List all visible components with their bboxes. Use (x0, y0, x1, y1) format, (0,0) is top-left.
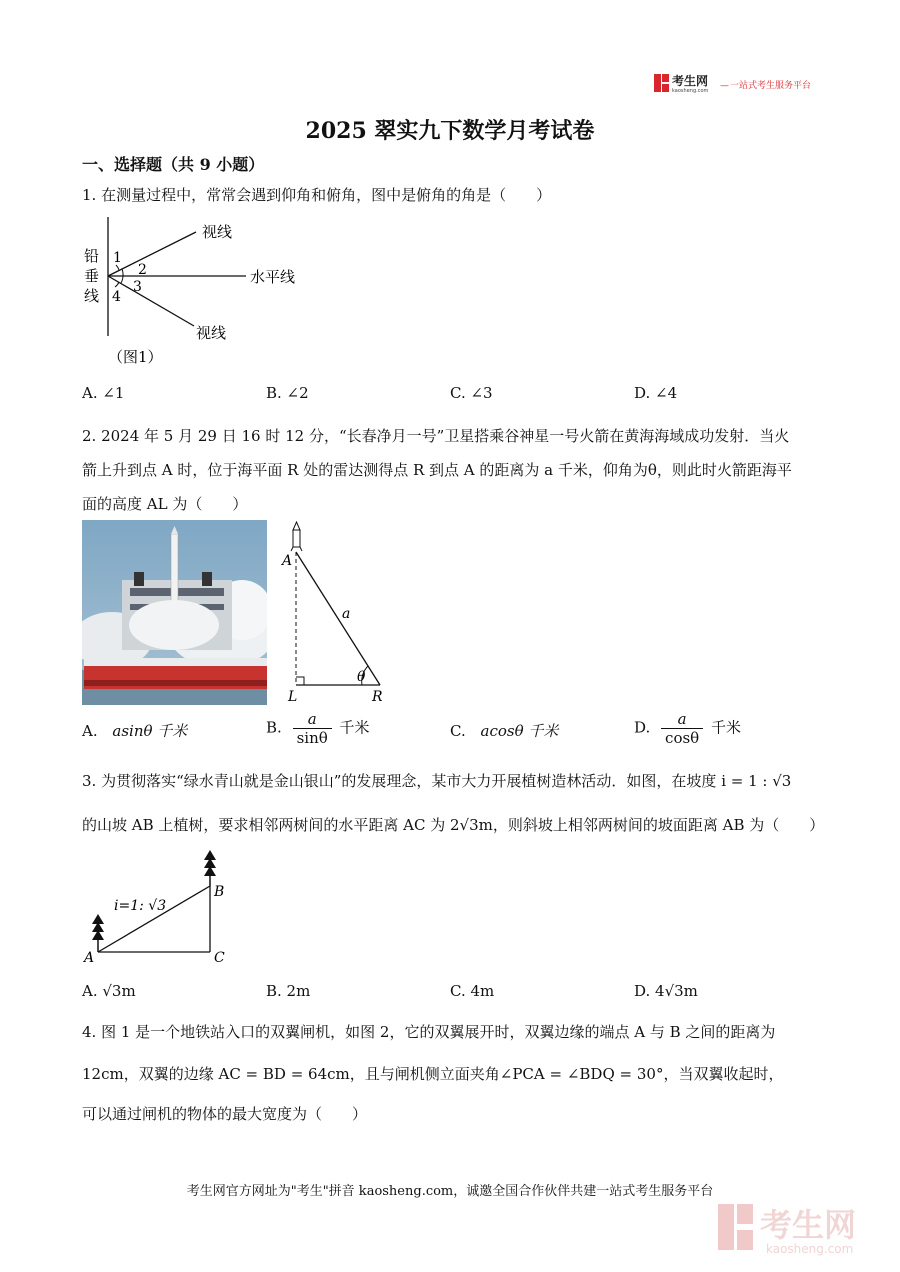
point-r-label: R (372, 689, 383, 705)
angle-label-3: 3 (133, 279, 142, 295)
q1-angle-diagram (78, 212, 318, 372)
watermark-logo (716, 1200, 886, 1258)
page-title: 2025 翠实九下数学月考试卷 (305, 118, 595, 144)
svg-text:—: — (720, 81, 729, 91)
angle-label-2: 2 (138, 262, 147, 278)
q2-line-1: 2. 2024 年 5 月 29 日 16 时 12 分，“长春净月一号”卫星搭乘谷神星一号火箭在黄海海域成功发射．当火 (82, 427, 790, 445)
q4-line-1: 4. 图 1 是一个地铁站入口的双翼闸机，如图 2，它的双翼展开时，双翼边缘的端点 A 与 B 之间的距离为 (82, 1023, 776, 1041)
point-c-label: C (214, 950, 225, 966)
sight-line-bottom-label: 视线 (196, 324, 227, 342)
watermark-brand: 考生网 (760, 1206, 857, 1244)
q3-option-b: B. 2m (266, 982, 311, 1000)
q1-option-b: B. ∠2 (266, 384, 309, 402)
q3-option-d: D. 4√3m (634, 982, 698, 1000)
q3-option-a: A. √3m (82, 982, 136, 1000)
angle-label-1: 1 (113, 250, 122, 266)
logo-domain: kaosheng.com (672, 88, 709, 94)
logo-brand: 考生网 (672, 74, 709, 88)
point-b-label: B (214, 884, 225, 900)
header-logo (652, 72, 822, 94)
figure-caption: （图1） (108, 348, 163, 366)
q2-option-c: C. acosθ 千米 (450, 722, 559, 740)
horizontal-line-label: 水平线 (250, 268, 296, 286)
point-a-label: A (84, 950, 95, 966)
watermark-domain: kaosheng.com (766, 1242, 854, 1256)
q4-line-2: 12cm，双翼的边缘 AC = BD = 64cm，且与闸机侧立面夹角∠PCA = ∠BDQ = 30°，当双翼收起时， (82, 1065, 784, 1083)
angle-label-4: 4 (112, 289, 121, 305)
q3-line-2: 的山坡 AB 上植树，要求相邻两树间的水平距离 AC 为 2√3m，则斜坡上相邻两树间的坡面距离 AB 为（ ） (82, 816, 825, 834)
theta-label: θ (357, 669, 366, 685)
vertical-label-3: 线 (84, 287, 100, 305)
q1-option-c: C. ∠3 (450, 384, 493, 402)
q3-option-c: C. 4m (450, 982, 495, 1000)
q3-line-1: 3. 为贯彻落实“绿水青山就是金山银山”的发展理念，某市大力开展植树造林活动．如图，在坡度 i = 1 : √3 (82, 772, 792, 790)
q4-line-3: 可以通过闸机的物体的最大宽度为（ ） (82, 1105, 368, 1123)
q2-option-a: A. asinθ 千米 (82, 722, 188, 740)
rocket-icon (291, 522, 302, 551)
q1-stem: 1. 在测量过程中，常常会遇到仰角和俯角，图中是俯角的角是（ ） (82, 186, 552, 204)
tree-icon (204, 850, 216, 886)
q1-option-d: D. ∠4 (634, 384, 678, 402)
section-title: 一、选择题（共 9 小题） (82, 155, 265, 174)
vertical-label-2: 垂 (84, 267, 100, 285)
q2-triangle-diagram (280, 520, 390, 705)
q2-line-2: 箭上升到点 A 时，位于海平面 R 处的雷达测得点 R 到点 A 的距离为 a 千米，仰角为θ，则此时火箭距海平 (82, 461, 792, 479)
tree-icon (92, 914, 104, 952)
point-l-label: L (288, 689, 298, 705)
q1-option-a: A. ∠1 (82, 384, 125, 402)
q2-option-b: B. $\frac{a}{\sin\theta}$ 千米 (266, 710, 370, 747)
logo-slogan: 一站式考生服务平台 (730, 81, 812, 91)
sight-line-top-label: 视线 (202, 223, 233, 241)
q2-option-d: D. $\frac{a}{\cos\theta}$ 千米 (634, 710, 742, 747)
slope-ratio-label: i=1: √3 (114, 898, 167, 914)
side-a-label: a (342, 606, 351, 622)
vertical-label-1: 铅 (84, 247, 100, 265)
q3-slope-diagram (80, 848, 240, 966)
rocket-launch-photo (82, 520, 267, 705)
point-a-label: A (282, 553, 293, 569)
footer-text: 考生网官方网址为"考生"拼音 kaosheng.com，诚邀全国合作伙伴共建一站式考生服务平台 (186, 1184, 714, 1199)
q2-line-3: 面的高度 AL 为（ ） (82, 495, 248, 513)
